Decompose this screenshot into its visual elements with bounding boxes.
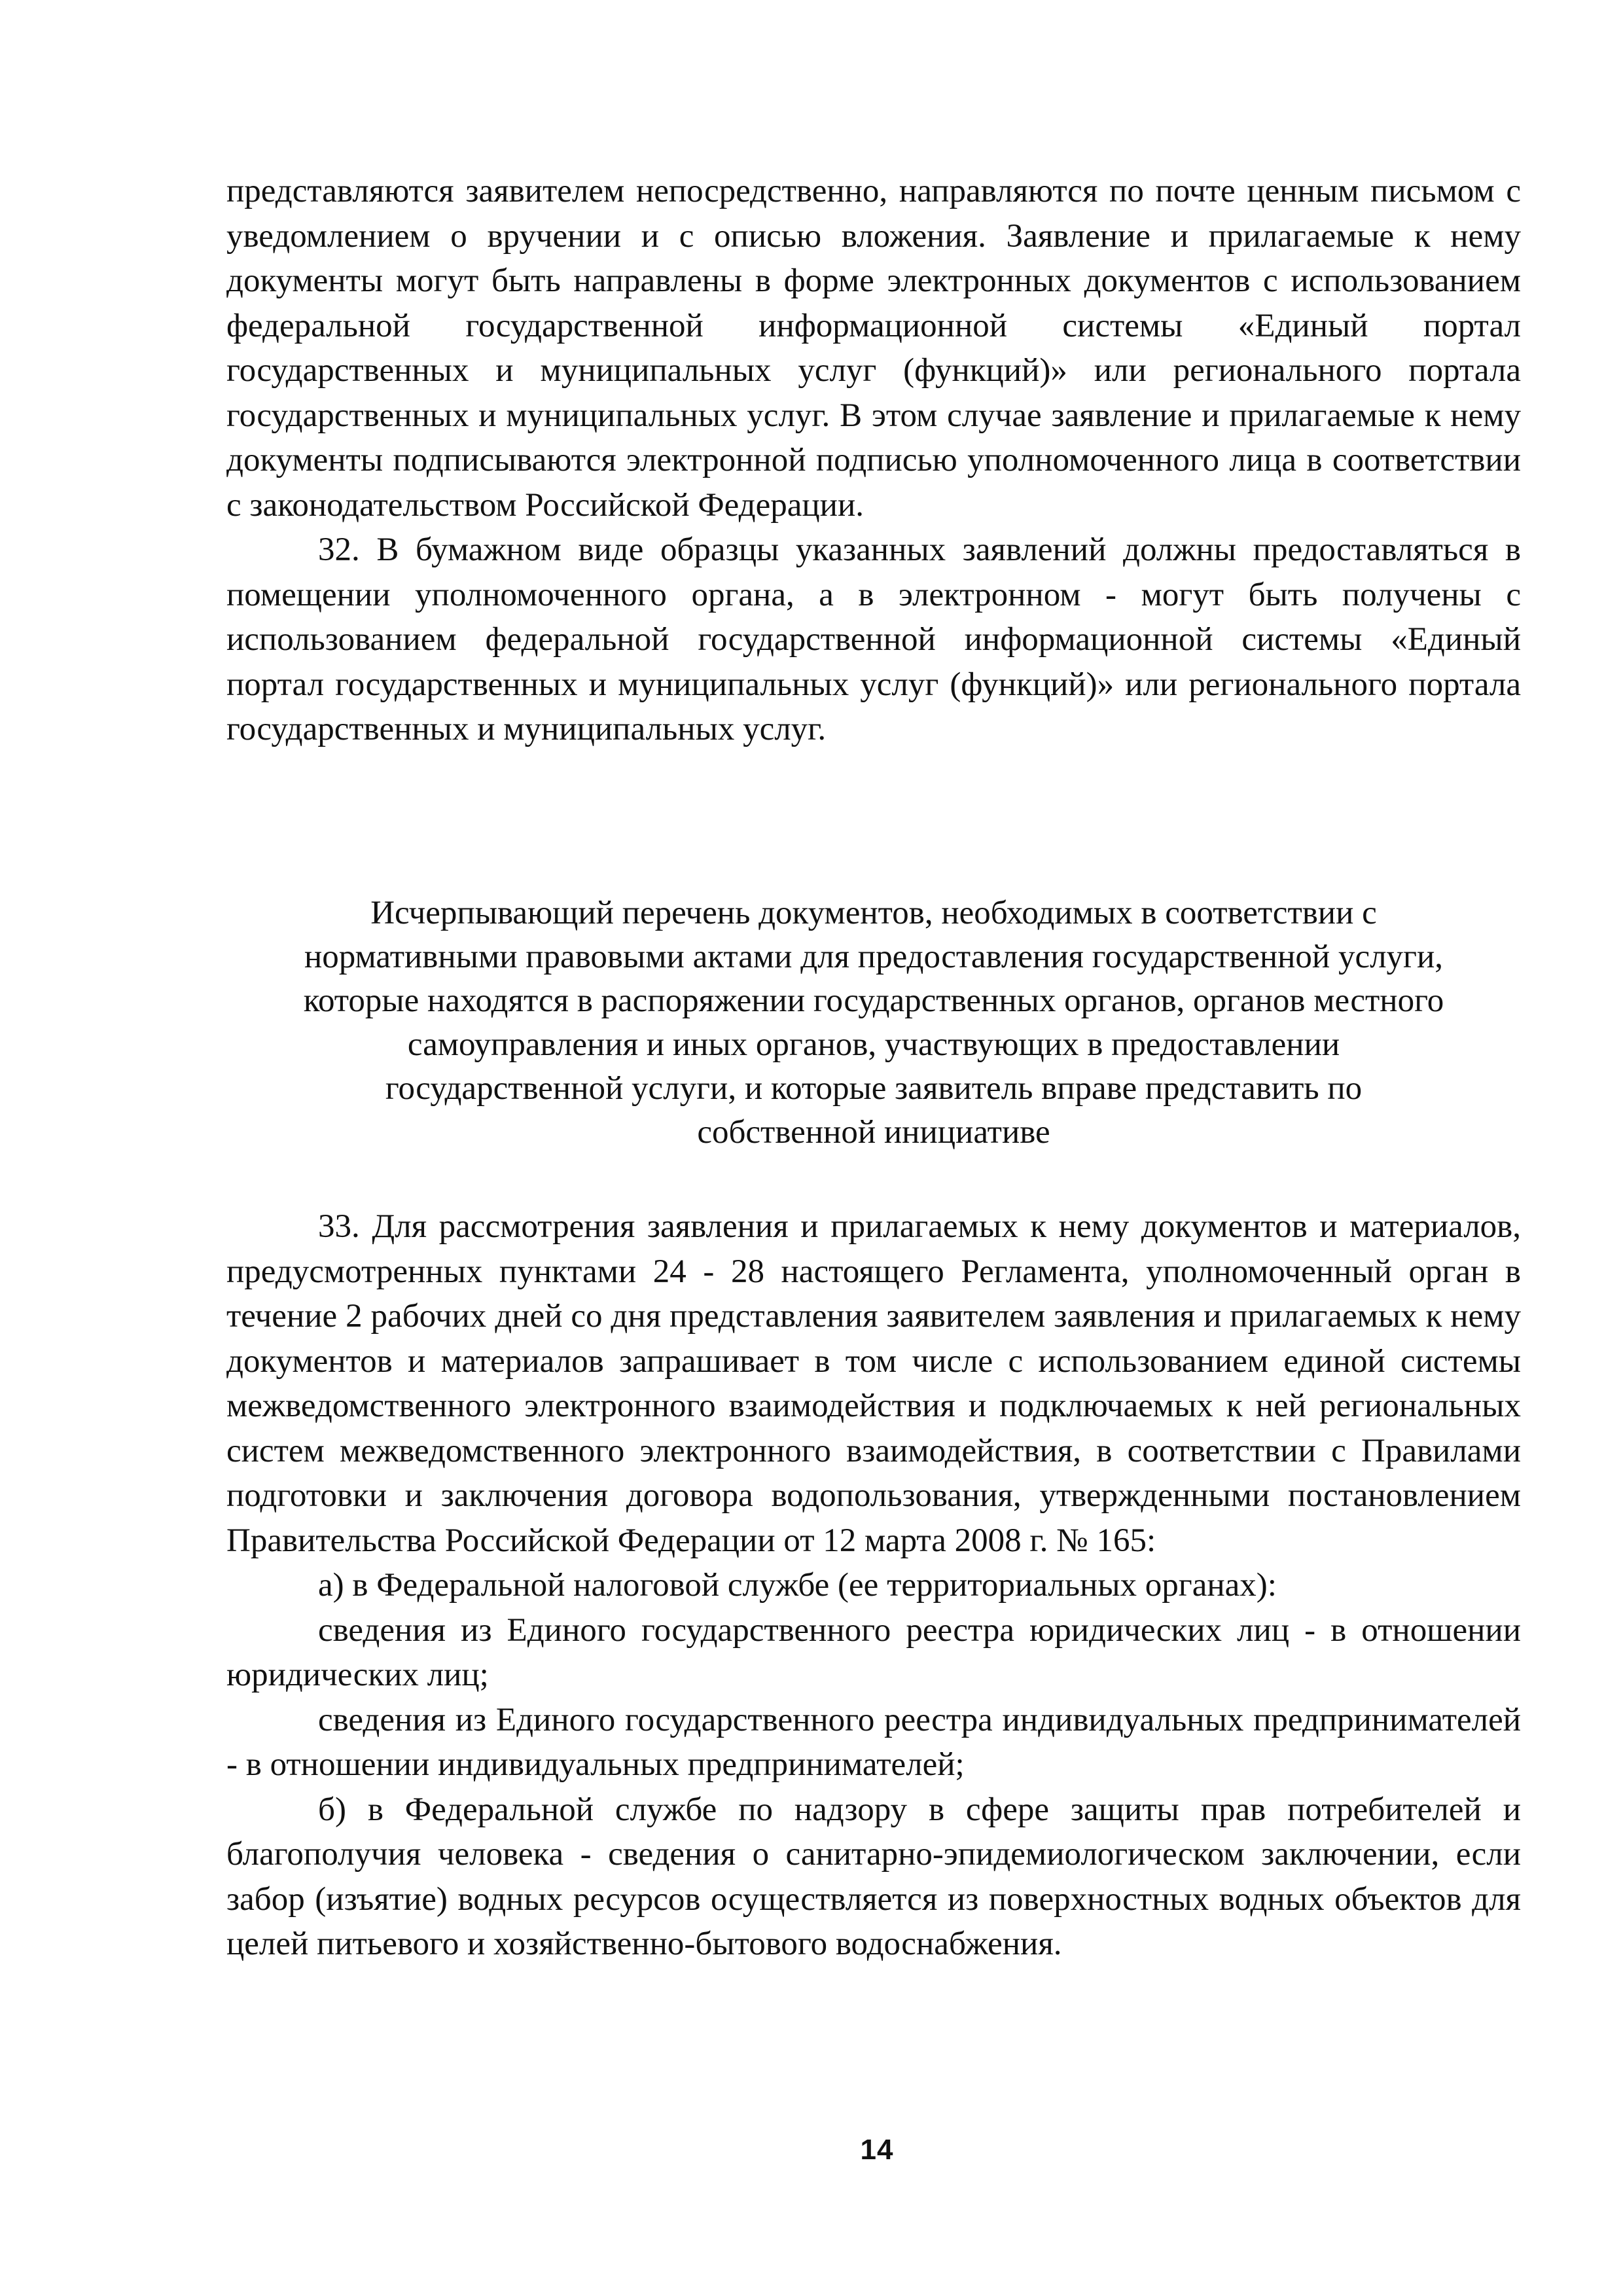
paragraph-continuation: представляются заявителем непосредственно, направляются по почте ценным письмом с уведомлением о вручении и с описью вложения. Заявление и прилагаемые к нему документы могут быть направлены в форме электронных документов с использованием федеральной государственной информационной системы «Единый портал государственных и муниципальных услуг (функций)» или регионального портала государственных и муниципальных услуг. В этом случае заявление и прилагаемые к нему документы подписываются электронной подписью уполномоченного лица в соответствии с законодательством Российской Федерации. — [226, 173, 1521, 524]
paragraph-32: 32. В бумажном виде образцы указанных заявлений должны предоставляться в помещении уполномоченного органа, а в электронном - могут быть получены с использованием федеральной государственной информационной системы «Единый портал государственных и муниципальных услуг (функций)» или регионального портала государственных и муниципальных услуг. — [226, 531, 1521, 747]
list-item-egrip: сведения из Единого государственного реестра индивидуальных предпринимателей - в отношении индивидуальных предпринимателей; — [226, 1701, 1521, 1783]
list-item-a: а) в Федеральной налоговой службе (ее территориальных органах): — [318, 1567, 1277, 1604]
list-item-b: б) в Федеральной службе по надзору в сфере защиты прав потребителей и благополучия человека - сведения о санитарно-эпидемиологическом заключении, если забор (изъятие) водных ресурсов осуществляется из поверхностных водных объектов для целей питьевого и хозяйственно-бытового водоснабжения. — [226, 1791, 1521, 1962]
section-heading-line: нормативными правовыми актами для предоставления государственной услуги, — [304, 939, 1444, 975]
section-heading-line: собственной инициативе — [697, 1114, 1050, 1151]
section-heading-line: Исчерпывающий перечень документов, необходимых в соответствии с — [370, 895, 1377, 931]
page-number: 14 — [860, 2134, 894, 2166]
bottom-text-block — [226, 1204, 1521, 1967]
section-heading — [226, 891, 1521, 1155]
top-text-block — [226, 169, 1521, 752]
section-heading-line: самоуправления и иных органов, участвующих в предоставлении — [407, 1026, 1340, 1063]
list-item-egrul: сведения из Единого государственного реестра юридических лиц - в отношении юридических лиц; — [226, 1611, 1521, 1693]
section-heading-line: государственной услуги, и которые заявитель вправе представить по — [385, 1070, 1363, 1107]
section-heading-line: которые находятся в распоряжении государственных органов, органов местного — [303, 982, 1444, 1019]
paragraph-33: 33. Для рассмотрения заявления и прилагаемых к нему документов и материалов, предусмотренных пунктами 24 - 28 настоящего Регламента, уполномоченный орган в течение 2 рабочих дней со дня представления заявителем заявления и прилагаемых к нему документов и материалов запрашивает в том числе с использованием единой системы межведомственного электронного взаимодействия и подключаемых к ней региональных систем межведомственного электронного взаимодействия, в соответствии с Правилами подготовки и заключения договора водопользования, утвержденными постановлением Правительства Российской Федерации от 12 марта 2008 г. № 165: — [226, 1208, 1521, 1559]
